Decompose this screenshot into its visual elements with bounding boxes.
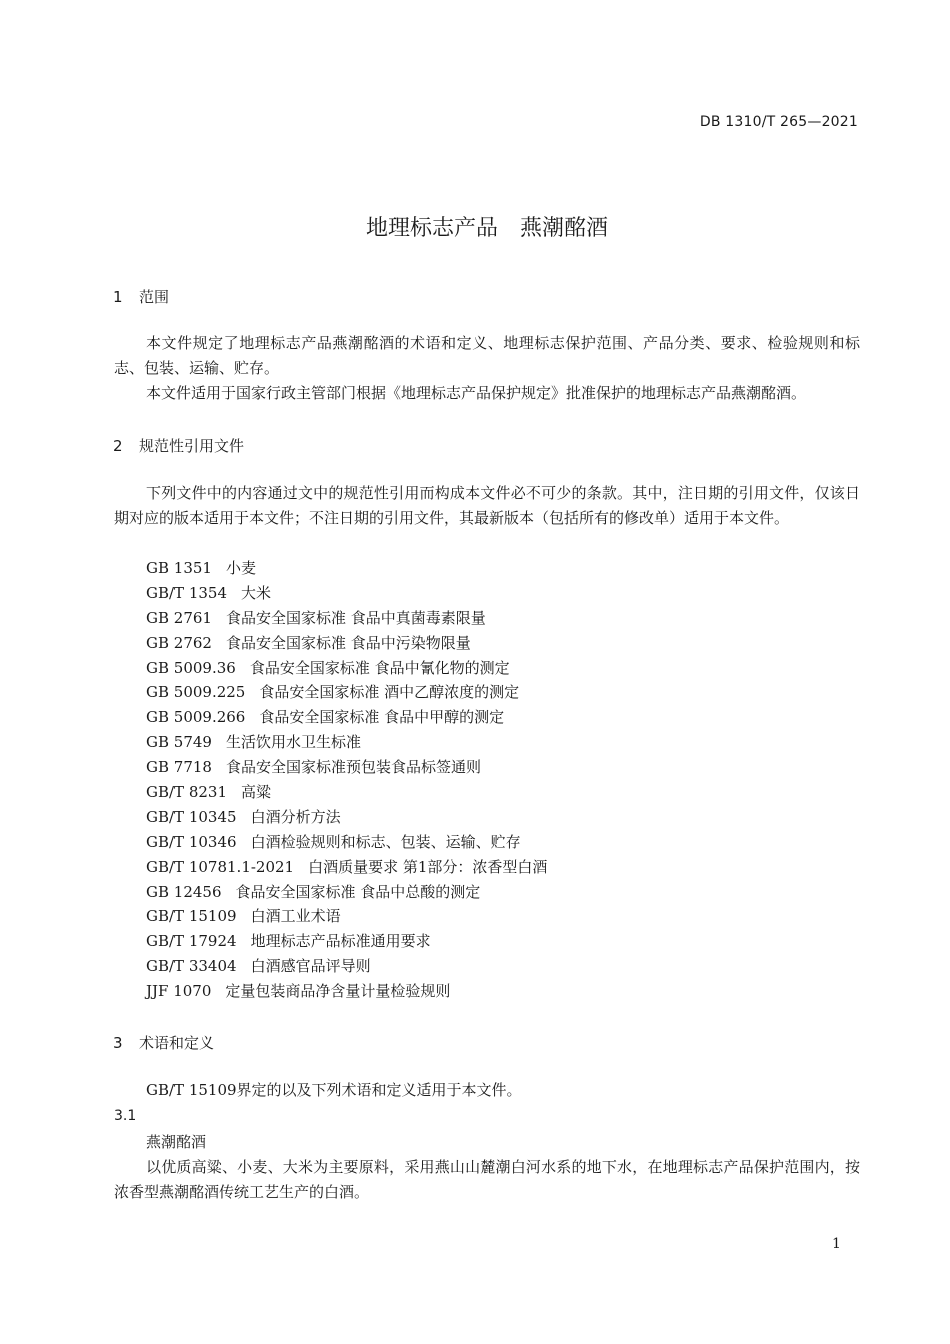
reference-item bbox=[146, 805, 547, 830]
section-number: 2 bbox=[113, 437, 123, 455]
reference-code: GB 12456 bbox=[146, 882, 222, 901]
reference-title: 食品安全国家标准 食品中甲醇的测定 bbox=[259, 708, 505, 727]
terms-intro: GB/T 15109界定的以及下列术语和定义适用于本文件。 bbox=[146, 1081, 522, 1099]
reference-item bbox=[146, 581, 547, 606]
section-title: 规范性引用文件 bbox=[139, 437, 245, 455]
reference-code: GB 5009.225 bbox=[146, 683, 246, 702]
section-title: 术语和定义 bbox=[139, 1034, 215, 1052]
reference-item bbox=[146, 680, 547, 705]
reference-title: 食品安全国家标准预包装食品标签通则 bbox=[225, 758, 481, 777]
reference-code: GB 1351 bbox=[146, 559, 212, 577]
reference-code: GB/T 1354 bbox=[146, 583, 228, 602]
reference-title: 生活饮用水卫生标准 bbox=[225, 733, 361, 752]
reference-code: GB/T 17924 bbox=[146, 932, 237, 951]
section-heading-terms bbox=[113, 1032, 214, 1053]
reference-title: 白酒感官品评导则 bbox=[250, 957, 371, 976]
reference-code: GB/T 10781.1-2021 bbox=[146, 857, 295, 876]
reference-item bbox=[146, 904, 547, 929]
reference-code: GB/T 33404 bbox=[146, 957, 237, 976]
reference-title: 白酒质量要求 第1部分：浓香型白酒 bbox=[308, 857, 548, 876]
reference-code: JJF 1070 bbox=[146, 982, 212, 1001]
section-title: 范围 bbox=[139, 288, 170, 306]
reference-code: GB 5009.266 bbox=[146, 708, 246, 727]
reference-item bbox=[146, 954, 547, 979]
term-definition: 以优质高粱、小麦、大米为主要原料，采用燕山山麓潮白河水系的地下水，在地理标志产品保护范围内，按浓香型燕潮酩酒传统工艺生产的白酒。 bbox=[114, 1158, 860, 1201]
reference-item bbox=[146, 705, 547, 730]
reference-item bbox=[146, 929, 547, 954]
reference-item bbox=[146, 830, 547, 855]
scope-paragraph-1: 本文件规定了地理标志产品燕潮酩酒的术语和定义、地理标志保护范围、产品分类、要求、检验规则和标志、包装、运输、贮存。 bbox=[114, 334, 860, 377]
reference-list bbox=[146, 556, 547, 1004]
reference-item bbox=[146, 755, 547, 780]
term-number: 3.1 bbox=[114, 1108, 137, 1124]
reference-item bbox=[146, 780, 547, 805]
reference-item bbox=[146, 556, 547, 581]
reference-title: 食品安全国家标准 酒中乙醇浓度的测定 bbox=[259, 683, 520, 702]
reference-item bbox=[146, 631, 547, 656]
reference-title: 大米 bbox=[241, 583, 272, 602]
reference-item bbox=[146, 730, 547, 755]
reference-code: GB/T 10346 bbox=[146, 832, 237, 851]
section-heading-normative-references bbox=[113, 435, 244, 456]
reference-code: GB 5009.36 bbox=[146, 658, 236, 677]
reference-title: 定量包装商品净含量计量检验规则 bbox=[225, 982, 451, 1001]
reference-code: GB 2761 bbox=[146, 608, 212, 627]
reference-item bbox=[146, 880, 547, 905]
reference-item bbox=[146, 979, 547, 1004]
reference-title: 食品安全国家标准 食品中总酸的测定 bbox=[235, 882, 481, 901]
reference-code: GB/T 10345 bbox=[146, 807, 237, 826]
reference-title: 白酒分析方法 bbox=[250, 807, 341, 826]
references-intro: 下列文件中的内容通过文中的规范性引用而构成本文件必不可少的条款。其中，注日期的引用文件，仅该日期对应的版本适用于本文件；不注日期的引用文件，其最新版本（包括所有的修改单）适用于本文件。 bbox=[114, 484, 860, 527]
section-number: 3 bbox=[113, 1034, 123, 1052]
reference-title: 食品安全国家标准 食品中真菌毒素限量 bbox=[225, 608, 486, 627]
reference-item bbox=[146, 606, 547, 631]
scope-paragraph-2: 本文件适用于国家行政主管部门根据《地理标志产品保护规定》批准保护的地理标志产品燕潮酩酒。 bbox=[146, 384, 807, 402]
reference-code: GB/T 8231 bbox=[146, 783, 228, 802]
page-number: 1 bbox=[832, 1236, 841, 1252]
reference-title: 白酒工业术语 bbox=[250, 907, 341, 926]
standard-code: DB 1310/T 265—2021 bbox=[699, 114, 858, 130]
reference-title: 白酒检验规则和标志、包装、运输、贮存 bbox=[250, 832, 521, 851]
reference-title: 高粱 bbox=[241, 783, 272, 802]
reference-code: GB 2762 bbox=[146, 633, 212, 652]
reference-title: 小麦 bbox=[225, 559, 256, 577]
reference-title: 食品安全国家标准 食品中污染物限量 bbox=[225, 633, 471, 652]
section-number: 1 bbox=[113, 288, 123, 306]
reference-item bbox=[146, 855, 547, 880]
reference-code: GB/T 15109 bbox=[146, 907, 237, 926]
reference-title: 食品安全国家标准 食品中氰化物的测定 bbox=[249, 658, 510, 677]
reference-code: GB 7718 bbox=[146, 758, 212, 777]
section-heading-scope bbox=[113, 286, 169, 307]
reference-item bbox=[146, 656, 547, 681]
reference-code: GB 5749 bbox=[146, 733, 212, 752]
term-name: 燕潮酩酒 bbox=[146, 1133, 207, 1151]
reference-title: 地理标志产品标准通用要求 bbox=[250, 932, 431, 951]
document-title: 地理标志产品 燕潮酩酒 bbox=[365, 215, 608, 241]
